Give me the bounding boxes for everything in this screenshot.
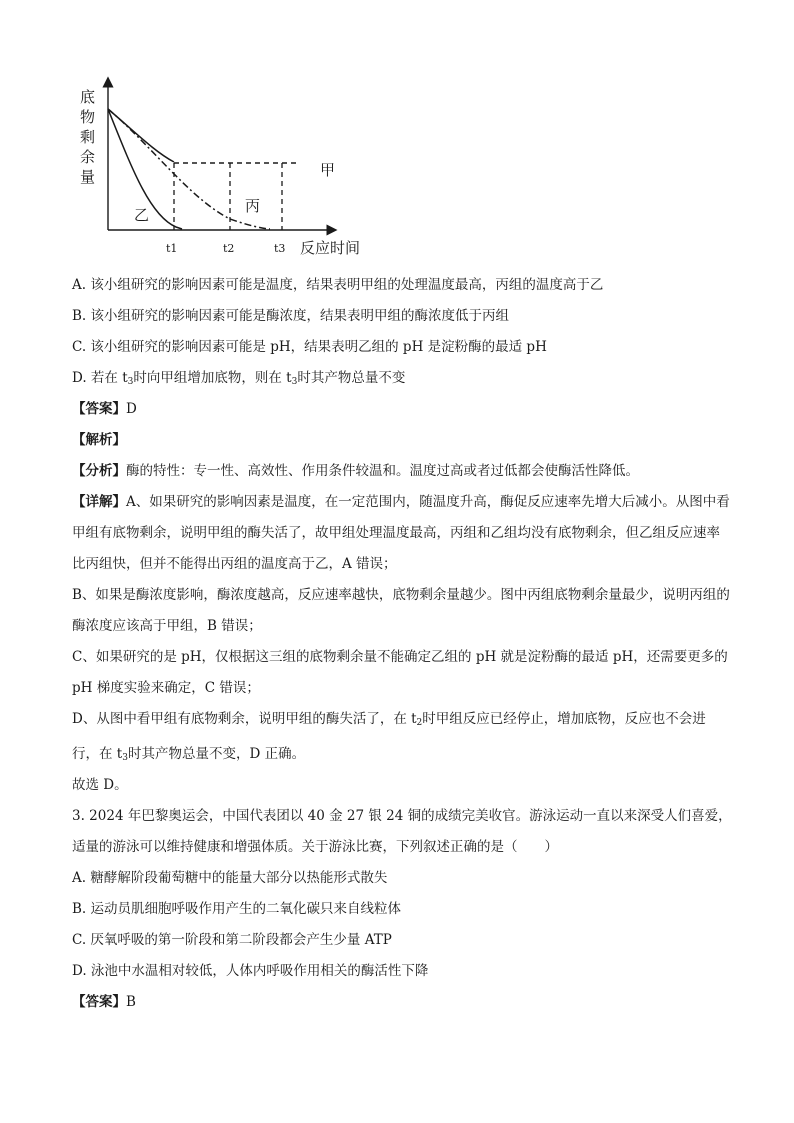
q3-answer (72, 992, 136, 1012)
q3-option-c: C. 厌氧呼吸的第一阶段和第二阶段都会产生少量 ATP (72, 932, 392, 948)
x-axis-label: 反应时间 (300, 239, 361, 257)
analysis-tag: 【解析】 (72, 432, 126, 448)
q2-option-c: C. 该小组研究的影响因素可能是 pH，结果表明乙组的 pH 是淀粉酶的最适 pH (72, 339, 547, 355)
q3-option-a: A. 糖酵解阶段葡萄糖中的能量大部分以热能形式散失 (72, 870, 388, 886)
para-d-text: 时其产物总量不变，D 正确。 (127, 746, 306, 762)
option-d-text: D. 若在 t (72, 370, 128, 386)
tick-t2: t2 (223, 242, 235, 255)
label-jia: 甲 (320, 161, 336, 179)
answer-tag: 【答案】 (72, 401, 126, 417)
q2-para-d (72, 704, 732, 774)
y-label-char: 余 (80, 148, 96, 166)
subscript: 3 (122, 753, 128, 763)
tick-t3: t3 (274, 242, 286, 255)
y-label-char: 底 (80, 88, 96, 106)
para-d-text: 时甲组反应已经停止，增加底物，反应也不会进行，在 t (72, 711, 706, 762)
label-bing: 丙 (245, 197, 261, 215)
q2-option-a: A. 该小组研究的影响因素可能是温度，结果表明甲组的处理温度最高，丙组的温度高于乙 (72, 277, 604, 293)
y-label-char: 剩 (80, 128, 96, 146)
option-d-text: 时向甲组增加底物，则在 t (133, 370, 292, 386)
q2-answer (72, 399, 137, 419)
q2-fenxi (72, 461, 639, 481)
answer-tag: 【答案】 (72, 994, 126, 1010)
graph-svg (70, 74, 370, 264)
tick-t1: t1 (166, 242, 178, 255)
label-yi: 乙 (134, 206, 150, 224)
fenxi-tag: 【分析】 (72, 463, 126, 479)
q2-para-b: B、如果是酶浓度影响，酶浓度越高，反应速率越快，底物剩余量越少。图中丙组底物剩余量最少，说明丙组的酶浓度应该高于甲组，B 错误； (72, 587, 730, 634)
y-label-char: 量 (80, 168, 96, 186)
q3-stem: 3. 2024 年巴黎奥运会，中国代表团以 40 金 27 银 24 铜的成绩完美收官。游泳运动一直以来深受人们喜爱，适量的游泳可以维持健康和增强体质。关于游泳比赛，下列叙述正确的是（ ） (72, 808, 732, 855)
q2-option-d (72, 368, 405, 392)
xiangjie-tag: 【详解】 (72, 494, 126, 510)
option-d-text: 时其产物总量不变 (297, 370, 406, 386)
answer-value: B (126, 994, 136, 1010)
substrate-remaining-graph (70, 74, 370, 264)
subscript: 3 (291, 377, 298, 387)
q2-conclusion: 故选 D。 (72, 777, 128, 793)
q2-option-b: B. 该小组研究的影响因素可能是酶浓度，结果表明甲组的酶浓度低于丙组 (72, 308, 510, 324)
answer-value: D (126, 401, 137, 417)
y-label-char: 物 (80, 108, 96, 126)
q3-option-d: D. 泳池中水温相对较低，人体内呼吸作用相关的酶活性下降 (72, 963, 429, 979)
q2-analysis-heading (72, 430, 126, 450)
para-d-text: D、从图中看甲组有底物剩余，说明甲组的酶失活了，在 t (72, 711, 417, 727)
subscript: 3 (127, 377, 134, 387)
subscript: 2 (416, 718, 423, 728)
xiangjie-text: A、如果研究的影响因素是温度，在一定范围内，随温度升高，酶促反应速率先增大后减小。从图中看甲组有底物剩余，说明甲组的酶失活了，故甲组处理温度最高，丙组和乙组均没有底物剩余，但乙组反应速率比丙组快，但并不能得出丙组的温度高于乙，A 错误； (72, 494, 730, 572)
q2-xiangjie (72, 487, 732, 580)
fenxi-text: 酶的特性：专一性、高效性、作用条件较温和。温度过高或者过低都会使酶活性降低。 (126, 463, 639, 479)
q2-para-c: C、如果研究的是 pH，仅根据这三组的底物剩余量不能确定乙组的 pH 就是淀粉酶的最适 pH，还需要更多的 pH 梯度实验来确定，C 错误； (72, 649, 728, 696)
q3-option-b: B. 运动员肌细胞呼吸作用产生的二氧化碳只来自线粒体 (72, 901, 402, 917)
